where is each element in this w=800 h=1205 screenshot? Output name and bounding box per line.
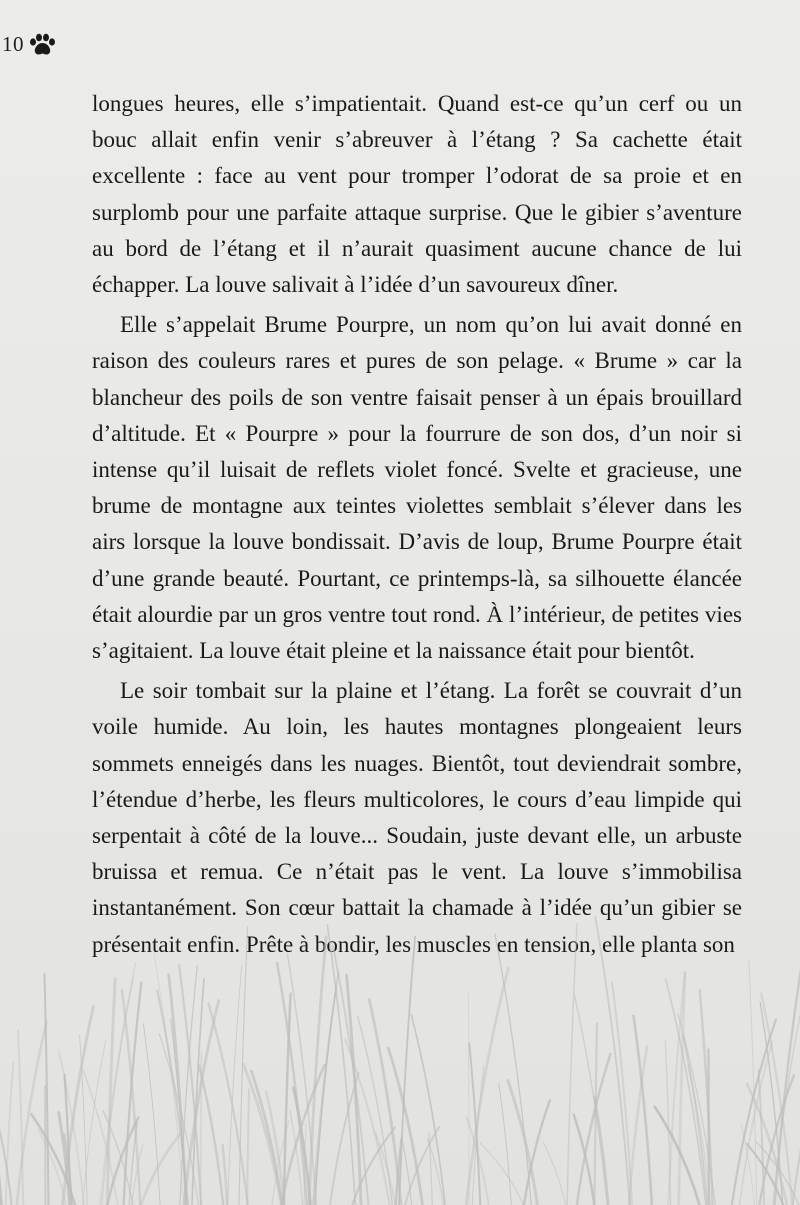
body-text [92,86,742,967]
page-header [0,32,56,57]
paragraph: longues heures, elle s’impatientait. Quand est-ce qu’un cerf ou un bouc allait enfin venir s’abreuver à l’étang ? Sa cachette était excellente : face au vent pour tromper l’odorat de sa proie et en surplomb pour une parfaite attaque surprise. Que le gibier s’aventure au bord de l’étang et il n’aurait quasiment aucune chance de lui échapper. La louve salivait à l’idée d’un savoureux dîner. [92,91,742,298]
paragraph: Le soir tombait sur la plaine et l’étang. La forêt se couvrait d’un voile humide. Au loin, les hautes montagnes plongeaient leurs sommets enneigés dans les nuages. Bientôt, tout deviendrait sombre, l’étendue d’herbe, les fleurs multicolores, le cours d’eau limpide qui serpentait à côté de la louve... Soudain, juste devant elle, un arbuste bruissa et remua. Ce n’était pas le vent. La louve s’immobilisa instantanément. Son cœur battait la chamade à l’idée qu’un gibier se présentait enfin. Prête à bondir, les muscles en tension, elle planta son [92,678,742,957]
paragraph: Elle s’appelait Brume Pourpre, un nom qu’on lui avait donné en raison des couleurs rares et pures de son pelage. « Brume » car la blancheur des poils de son ventre faisait penser à un épais brouillard d’altitude. Et « Pourpre » pour la fourrure de son dos, d’un noir si intense qu’il luisait de reflets violet foncé. Svelte et gracieuse, une brume de montagne aux teintes violettes semblait s’élever dans les airs lorsque la louve bondissait. D’avis de loup, Brume Pourpre était d’une grande beauté. Pourtant, ce printemps-là, sa silhouette élancée était alourdie par un gros ventre tout rond. À l’intérieur, de petites vies s’agitaient. La louve était pleine et la naissance était pour bientôt. [92,312,742,664]
paw-icon [28,33,56,57]
page-number: 10 [2,32,24,56]
